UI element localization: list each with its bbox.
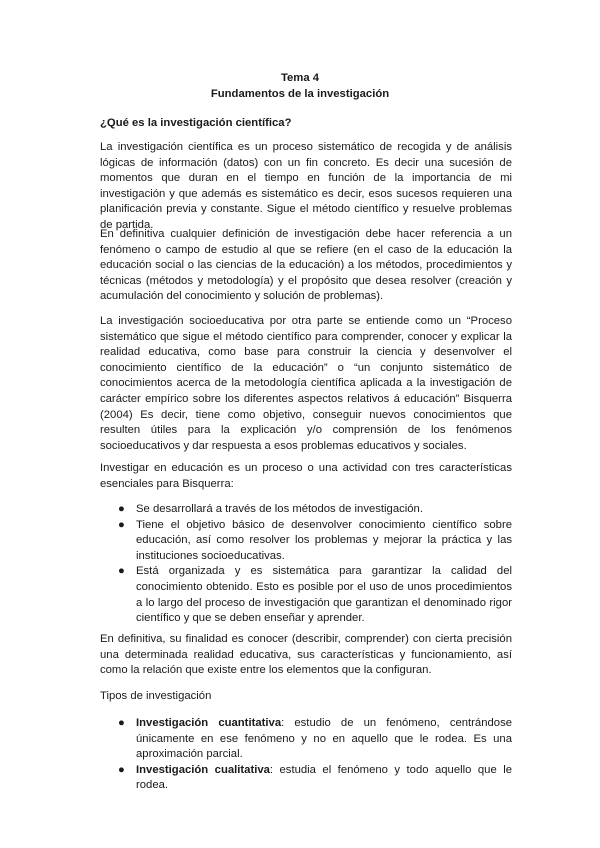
bullet-icon: ● xyxy=(118,518,125,531)
paragraph-conclusion: En definitiva, su finalidad es conocer (describir, comprender) con cierta precisión una determinada realidad educativa, sus características y funcionamiento, así como la relación que existe entre los elementos que la configuran. xyxy=(100,633,512,677)
paragraph-definition: La investigación científica es un proceso sistemático de recogida y de análisis lógicas de información (datos) con un fin concreto. Es decir una sucesión de momentos que duran en el tiempo en función de la importancia de mi investigación y que además es sistemático es decir, esos sucesos requieren una planificación previa y constante. Sigue el método científico y resuelve problemas de partida. xyxy=(100,141,512,231)
type-term: Investigación cuantitativa xyxy=(136,717,282,729)
bullet-icon: ● xyxy=(118,717,125,729)
list-item xyxy=(100,763,512,794)
list-item xyxy=(100,502,512,518)
characteristics-list xyxy=(100,502,512,627)
topic-number: Tema 4 xyxy=(280,72,320,84)
list-item xyxy=(100,564,512,626)
list-item-text: Está organizada y es sistemática para garantizar la calidad del conocimiento obtenido. Esto es posible por el uso de unos procedimientos a lo largo del proceso de investigación que garantizan el denominado rigor científico y que se deben enseñar y aprender. xyxy=(136,565,512,625)
paragraph-socioeducative: La investigación socioeducativa por otra parte se entiende como un “Proceso sistemático que sigue el método científico para comprender, conocer y explicar la realidad educativa, como base para construir la ciencia y desenvolver el conocimiento científico de la educación” o “un conjunto sistemático de conocimientos acerca de la metodología científica aplicada a la investigación de carácter empírico sobre los diferentes aspectos relativos á educación” Bisquerra (2004) Es decir, tiene como objetivo, conseguir nuevos conocimientos que resulten útiles para la explicación y/o comprensión de los fenómenos socioeducativos y dar respuesta a esos problemas educativos y sociales. xyxy=(100,315,512,452)
list-item xyxy=(100,518,512,565)
list-item xyxy=(100,716,512,763)
bullet-icon: ● xyxy=(118,763,125,776)
list-item-text: Se desarrollará a través de los métodos de investigación. xyxy=(136,503,423,515)
paragraph-characteristics-intro: Investigar en educación es un proceso o una actividad con tres características esenciales para Bisquerra: xyxy=(100,462,512,490)
page-title: Fundamentos de la investigación xyxy=(210,88,390,100)
paragraph-scope: En definitiva cualquier definición de investigación debe hacer referencia a un fenómeno o campo de estudio al que se refiere (en el caso de la educación la educación social o las ciencias de la educación) a los métodos, procedimientos y técnicas (métodos y metodología) y el propósito que desea resolver (creación y acumulación del conocimiento y solución de problemas). xyxy=(100,228,512,303)
bullet-icon: ● xyxy=(118,503,125,515)
type-description: : estudia el fenómeno y todo aquello que le rodea. xyxy=(136,763,512,792)
bullet-icon: ● xyxy=(118,565,125,578)
types-list xyxy=(100,716,512,794)
list-item-text: Tiene el objetivo básico de desenvolver conocimiento científico sobre educación, así como resolver los problemas y mejorar la práctica y las instituciones socioeducativas. xyxy=(136,518,512,562)
types-heading: Tipos de investigación xyxy=(100,690,212,702)
type-term: Investigación cualitativa xyxy=(136,763,270,776)
type-description: : estudio de un fenómeno, centrándose únicamente en ese fenómeno y no en aquello que le rodea. Es una aproximación parcial. xyxy=(136,717,512,761)
section-question: ¿Qué es la investigación científica? xyxy=(100,117,292,129)
